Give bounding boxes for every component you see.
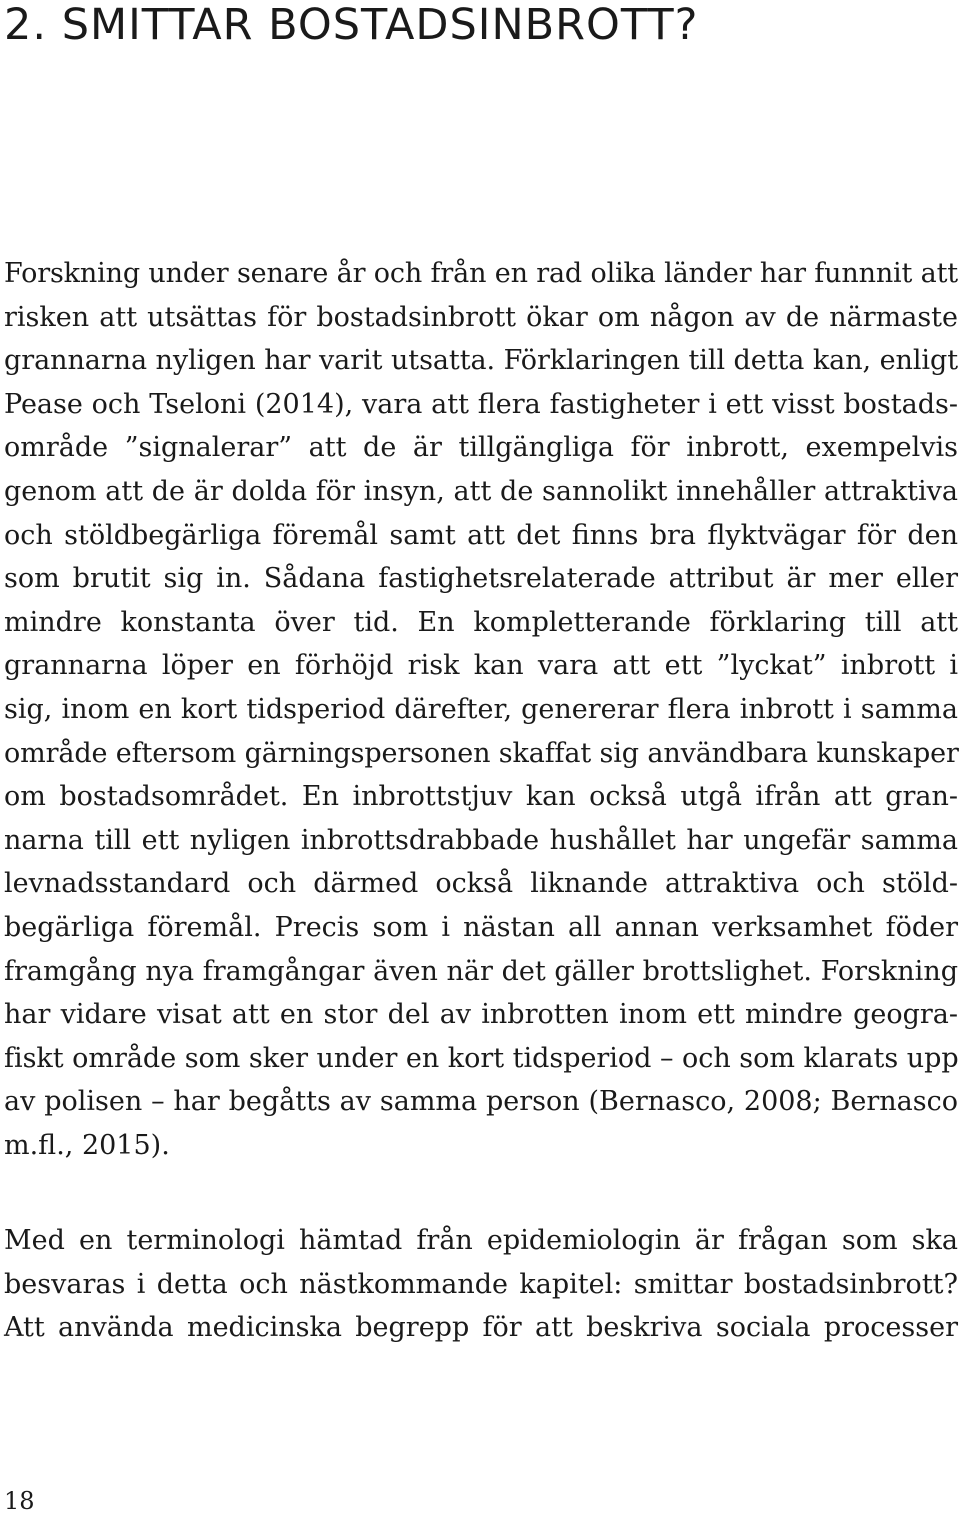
paragraph-line: Forskning under senare år och från en rad olika länder har funnnit att: [4, 258, 958, 289]
paragraph-line: Pease och Tseloni (2014), vara att flera fastigheter i ett visst bostads-: [4, 388, 958, 420]
paragraph-line: mindre konstanta över tid. En kompletterande förklaring till att: [4, 606, 958, 638]
paragraph-line: grannarna löper en förhöjd risk kan vara att ett ”lyckat” inbrott i: [4, 650, 958, 682]
paragraph-line: genom att de är dolda för insyn, att de sannolikt innehåller attraktiva: [4, 475, 958, 507]
paragraph-line: som brutit sig in. Sådana fastighetsrelaterade attribut är mer eller: [4, 563, 958, 595]
page-number: 18: [4, 1487, 35, 1515]
paragraph-line: fiskt område som sker under en kort tidsperiod – och som klarats upp: [4, 1042, 959, 1074]
paragraph-line: Med en terminologi hämtad från epidemiologin är frågan som ska: [4, 1225, 958, 1256]
paragraph-line: har vidare visat att en stor del av inbrotten inom ett mindre geogra-: [4, 999, 958, 1031]
paragraph-line: risken att utsättas för bostadsinbrott ökar om någon av de närmaste: [4, 301, 958, 333]
paragraph-line: område eftersom gärningspersonen skaffat sig användbara kunskaper: [4, 737, 959, 769]
body-paragraph-2: [4, 1219, 958, 1350]
paragraph-line: narna till ett nyligen inbrottsdrabbade hushållet har ungefär samma: [4, 824, 958, 856]
body-paragraph-1: [4, 252, 958, 1167]
chapter-title: 2. SMITTAR BOSTADSINBROTT?: [4, 0, 699, 50]
paragraph-line: område ”signalerar” att de är tillgängliga för inbrott, exempelvis: [4, 432, 958, 464]
paragraph-line: sig, inom en kort tidsperiod därefter, genererar flera inbrott i samma: [4, 693, 958, 725]
paragraph-line: och stöldbegärliga föremål samt att det finns bra flyktvägar för den: [4, 519, 958, 551]
paragraph-line: av polisen – har begåtts av samma person (Bernasco, 2008; Bernasco: [4, 1086, 958, 1118]
paragraph-line: begärliga föremål. Precis som i nästan all annan verksamhet föder: [4, 911, 958, 943]
paragraph-line: besvaras i detta och nästkommande kapitel: smittar bostadsinbrott?: [4, 1268, 958, 1300]
paragraph-line: m.fl., 2015).: [4, 1129, 170, 1161]
paragraph-line: levnadsstandard och därmed också liknande attraktiva och stöld-: [4, 868, 958, 900]
paragraph-line: om bostadsområdet. En inbrottstjuv kan också utgå ifrån att gran-: [4, 781, 958, 813]
paragraph-line: grannarna nyligen har varit utsatta. Förklaringen till detta kan, enligt: [4, 345, 958, 377]
paragraph-line: Att använda medicinska begrepp för att beskriva sociala processer: [4, 1312, 958, 1344]
paragraph-line: framgång nya framgångar även när det gäller brottslighet. Forskning: [4, 955, 958, 987]
